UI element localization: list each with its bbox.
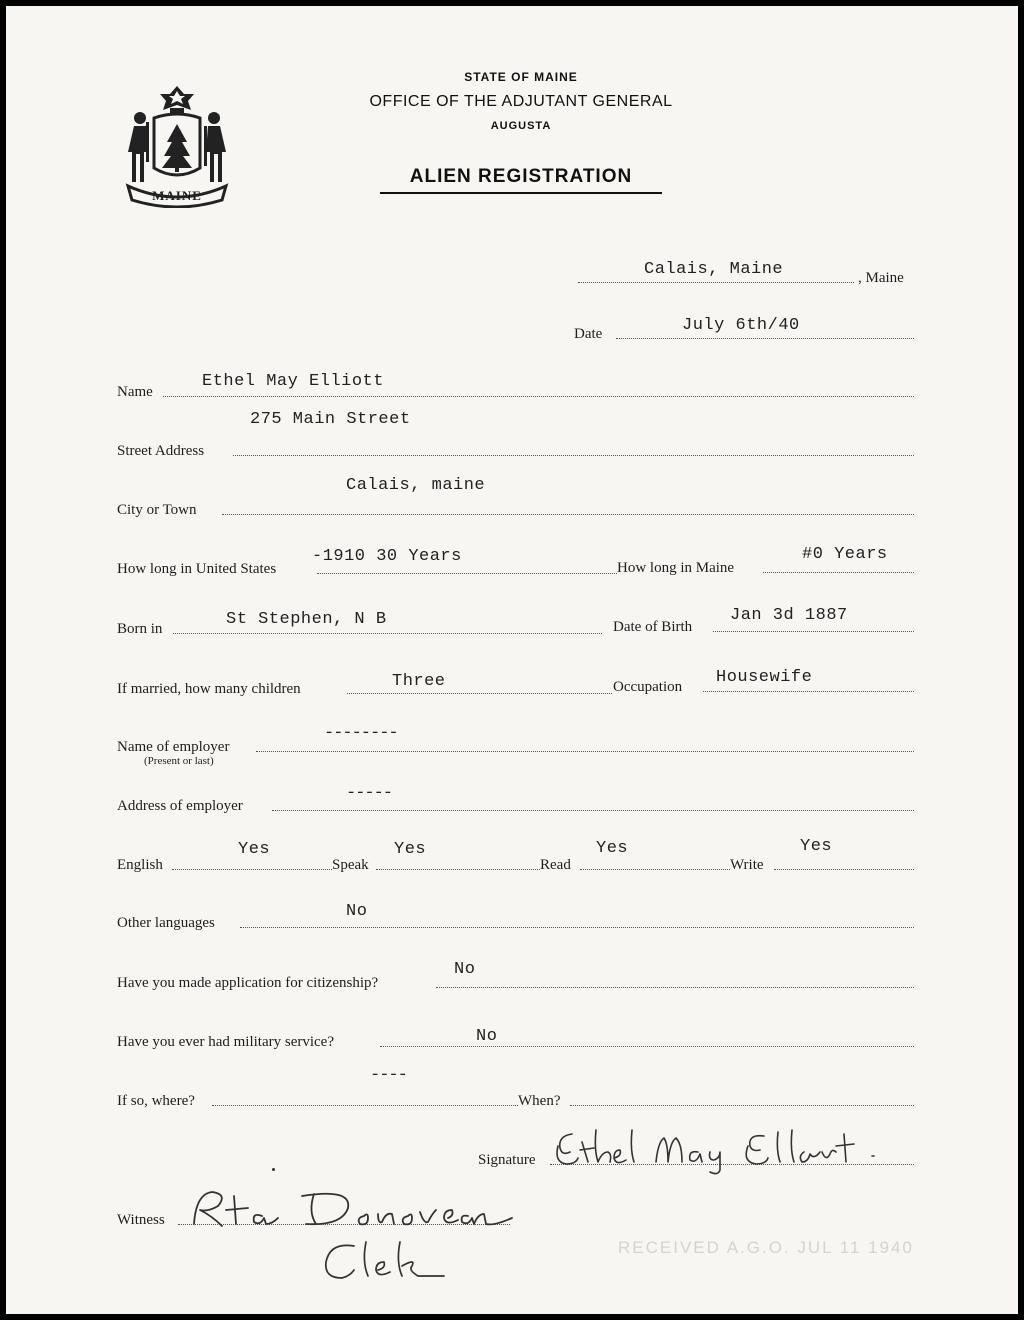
witness-handwriting [182, 1182, 522, 1238]
date-label: Date [574, 326, 603, 342]
form-title: ALIEN REGISTRATION [409, 166, 633, 187]
other-languages-line [240, 927, 914, 928]
maine-duration-label: How long in Maine [617, 560, 735, 576]
born-in-value: St Stephen, N B [226, 610, 387, 629]
place-suffix-label: , Maine [858, 270, 904, 286]
seal-banner-text: MAINE [152, 188, 202, 203]
employer-address-line [272, 810, 914, 811]
witness-label: Witness [117, 1212, 165, 1228]
speak-label: Speak [332, 857, 369, 873]
read-value: Yes [596, 839, 629, 858]
witness-value: Rita Donovan [182, 1182, 188, 1183]
signature-handwriting [552, 1122, 892, 1178]
witness-title: Clerk [316, 1236, 319, 1237]
name-label: Name [117, 384, 153, 400]
read-line [580, 869, 730, 870]
maine-duration-line [763, 572, 914, 573]
street-address-line [233, 455, 914, 456]
military-line [380, 1046, 914, 1047]
other-languages-label: Other languages [117, 915, 215, 931]
city-value: Calais, maine [346, 476, 486, 495]
military-value: No [476, 1027, 498, 1046]
employer-name-value: -------- [324, 724, 398, 743]
us-duration-value: -1910 30 Years [312, 547, 462, 566]
occupation-line [703, 691, 914, 692]
witness-title-handwriting [316, 1236, 476, 1286]
where-line [212, 1105, 518, 1106]
name-line [163, 396, 914, 397]
employer-name-label: Name of employer [117, 739, 230, 755]
english-value: Yes [238, 840, 271, 859]
children-label: If married, how many children [117, 681, 301, 697]
where-label: If so, where? [117, 1093, 195, 1109]
where-value: ---- [370, 1066, 407, 1085]
name-value: Ethel May Elliott [202, 372, 384, 391]
date-value: July 6th/40 [682, 316, 800, 335]
received-stamp: RECEIVED A.G.O. JUL 11 1940 [618, 1238, 914, 1257]
us-duration-line [317, 573, 617, 574]
birth-date-label: Date of Birth [613, 619, 693, 635]
occupation-value: Housewife [716, 668, 813, 687]
header-office: OFFICE OF THE ADJUTANT GENERAL [369, 93, 673, 110]
speak-line [376, 869, 540, 870]
read-label: Read [540, 857, 571, 873]
employer-address-label: Address of employer [117, 798, 243, 814]
born-in-label: Born in [117, 621, 163, 637]
other-languages-value: No [346, 902, 368, 921]
date-line [616, 338, 914, 339]
military-label: Have you ever had military service? [117, 1034, 334, 1050]
employer-name-sublabel: (Present or last) [144, 755, 214, 767]
street-address-label: Street Address [117, 443, 205, 459]
birth-date-value: Jan 3d 1887 [730, 606, 848, 625]
employer-name-line [256, 751, 914, 752]
signature-label: Signature [478, 1152, 536, 1168]
signature-value: Ethel May Elliott [552, 1122, 559, 1123]
english-line [172, 869, 332, 870]
children-value: Three [392, 672, 446, 691]
occupation-label: Occupation [613, 679, 683, 695]
registration-form [6, 6, 1018, 1314]
english-label: English [117, 857, 163, 873]
write-line [774, 869, 914, 870]
header-state: STATE OF MAINE [464, 70, 578, 84]
employer-address-value: ----- [346, 784, 393, 803]
city-label: City or Town [117, 502, 197, 518]
place-value: Calais, Maine [644, 260, 784, 279]
born-in-line [173, 633, 602, 634]
header-city: AUGUSTA [490, 120, 552, 132]
title-underline [380, 192, 662, 194]
speak-value: Yes [394, 840, 427, 859]
birth-date-line [713, 631, 914, 632]
write-value: Yes [800, 837, 833, 856]
us-duration-label: How long in United States [117, 561, 277, 577]
citizenship-line [436, 987, 914, 988]
place-line [578, 282, 854, 283]
ink-dot [272, 1168, 275, 1171]
citizenship-label: Have you made application for citizenship? [117, 975, 379, 991]
when-label: When? [518, 1093, 561, 1109]
write-label: Write [730, 857, 764, 873]
when-line [570, 1105, 914, 1106]
maine-duration-value: #0 Years [802, 545, 888, 564]
children-line [347, 693, 612, 694]
state-seal-icon [122, 82, 232, 208]
citizenship-value: No [454, 960, 476, 979]
street-address-value: 275 Main Street [250, 410, 411, 429]
city-line [222, 514, 914, 515]
